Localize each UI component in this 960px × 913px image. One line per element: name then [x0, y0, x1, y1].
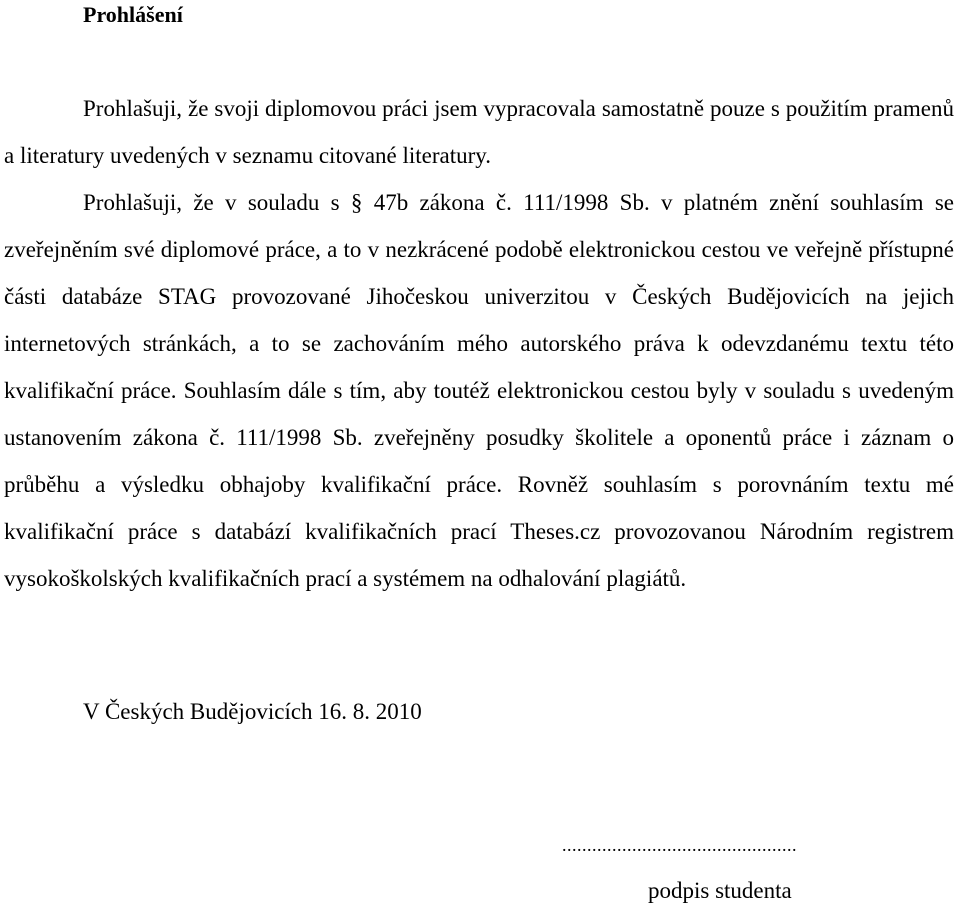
signature-label: podpis studenta — [648, 878, 792, 903]
declaration-paragraph-1: Prohlašuji, že svoji diplomovou práci jsem vypracovala samostatně pouze s použitím pramenů a literatury uvedených v seznamu citované literatury. — [4, 96, 954, 168]
declaration-paragraph-2: Prohlašuji, že v souladu s § 47b zákona č. 111/1998 Sb. v platném znění souhlasím se zveřejněním své diplomové práce, a to v nezkrácené podobě elektronickou cestou ve veřejně přístupné části databáze STAG provozované Jihočeskou univerzitou v Českých Budějovicích na jejich internetových stránkách, a to se zachováním mého autorského práva k odevzdanému textu této kvalifikační práce. Souhlasím dále s tím, aby toutéž elektronickou cestou byly v souladu s uvedeným ustanovením zákona č. 111/1998 Sb. zveřejněny posudky školitele a oponentů práce i záznam o průběhu a výsledku obhajoby kvalifikační práce. Rovněž souhlasím s porovnáním textu mé kvalifikační práce s databází kvalifikačních prací Theses.cz provozovanou Národním registrem vysokoškolských kvalifikačních prací a systémem na odhalování plagiátů. — [4, 190, 954, 591]
place-and-date: V Českých Budějovicích 16. 8. 2010 — [83, 699, 422, 724]
signature-line: ............................................... — [562, 835, 797, 855]
page-title: Prohlášení — [83, 2, 183, 27]
